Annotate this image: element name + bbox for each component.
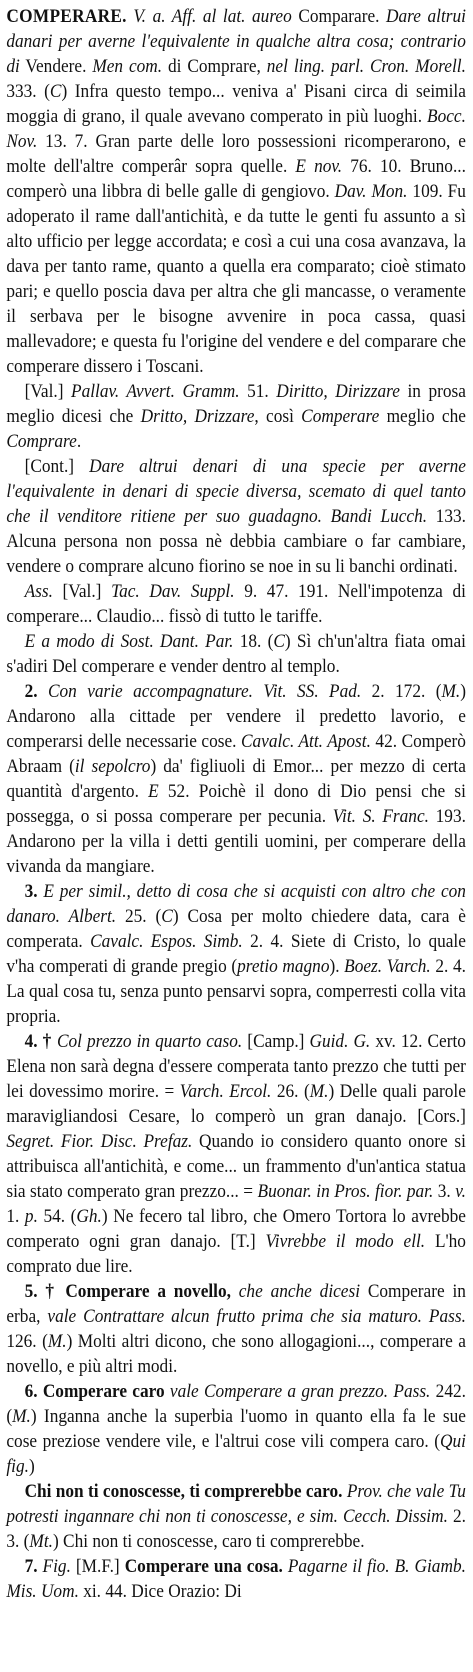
- text-run: 2. 4. La qual cosa tu, senza punto pensarvi sopra, comperresti colla vita propria.: [6, 956, 466, 1027]
- text-run: 2. 4. Siete di Cristo, lo quale v'ha comperati di grande pregio (: [6, 931, 466, 977]
- text-run: ) Chi non ti conoscesse, caro ti comprerebbe.: [52, 1531, 365, 1552]
- entry-sense-5: [6, 1279, 466, 1379]
- entry-comperare: [6, 4, 466, 1604]
- text-run: xv. 12. Certo Elena non sarà degna d'essere comperata tanto prezzo che tutti per lei dovessimo morire. =: [6, 1031, 466, 1102]
- text-run: vale Contrattare alcun frutto prima che sia maturo. Pass.: [47, 1306, 466, 1327]
- entry-note-cont-exchange: [6, 454, 466, 579]
- text-run: 42. Comperò Abraam (: [6, 731, 466, 777]
- text-run: ).: [329, 956, 345, 977]
- text-run: Fig.: [42, 1556, 71, 1577]
- text-run: ) da' figliuoli di Emor... per mezzo di certa quantità d'argento.: [6, 756, 466, 802]
- text-run: Comperare in erba,: [6, 1281, 466, 1327]
- text-run: Quando io considero quanto onore si attribuisca all'antichità, e come... un frammento d'un'antica statua sia stato comperato gran prezzo... =: [6, 1131, 466, 1202]
- text-run: 2. 172. (: [361, 681, 442, 702]
- text-run: 18. (: [233, 631, 274, 652]
- text-run: Comperare: [301, 406, 380, 427]
- text-run: ) Ne fecero tal libro, che Omero Tortora lo avrebbe comperato ogni gran danajo. [T.]: [6, 1206, 466, 1252]
- text-run: Comparare.: [291, 6, 387, 27]
- text-run: 76. 10. Bruno... comperò una libbra di belle galle di gengiovo.: [6, 156, 466, 202]
- text-run: aureo: [252, 6, 292, 27]
- text-run: Cavalc. Espos. Simb.: [90, 931, 243, 952]
- text-run: in prosa meglio dicesi che: [6, 381, 466, 427]
- text-run: C: [273, 631, 285, 652]
- entry-absolute-use: [6, 579, 466, 629]
- text-run: 2. 3. (: [6, 1506, 466, 1552]
- text-run: 25. (: [116, 906, 162, 927]
- text-run: 13. 7. Gran parte delle loro possessioni ricomperarono, e molte dell'altre comperâr sopra quelle.: [6, 131, 466, 177]
- text-run: L'ho comprato due lire.: [6, 1231, 466, 1277]
- text-run: pretio magno: [237, 956, 330, 977]
- text-run: che anche dicesi: [238, 1281, 361, 1302]
- text-run: Dritto, Drizzare: [140, 406, 255, 427]
- text-run: M.: [12, 1406, 31, 1427]
- text-run: COMPERARE.: [6, 6, 127, 27]
- text-run: xi. 44. Dice Orazio: Di: [78, 1581, 242, 1602]
- text-run: Vivrebbe il modo ell.: [265, 1231, 426, 1252]
- text-run: 242. (: [6, 1381, 466, 1427]
- text-run: Vit. S. Franc.: [332, 806, 429, 827]
- text-run: Vendere.: [19, 56, 93, 77]
- text-run: 7.: [24, 1556, 43, 1577]
- text-run: Varch. Ercol.: [179, 1081, 272, 1102]
- text-run: M.: [47, 1331, 67, 1352]
- entry-sense-3: [6, 879, 466, 1029]
- text-run: C: [49, 81, 62, 102]
- text-run: Pallav. Avvert. Gramm.: [71, 381, 240, 402]
- text-run: 109. Fu adoperato il rame dall'antichità, e da tutte le genti fu assunto a sì alto ufficio per legge accordata; e così a cui una cosa avanzava, la dava per tanto rame, quanto a quella era comparato; cioè stimato pari; e quello poscia dava per altra che gli mancasse, o veramente il serbava per le bisogne avvenire in poca cassa, quasi mallevadore; e questa fu l'origine del vendere e del comparare che comperare dissero i Toscani.: [6, 181, 466, 377]
- text-run: Gh.: [76, 1206, 102, 1227]
- text-run: 5. † Comperare a novello,: [24, 1281, 239, 1302]
- text-run: Buonar. in Pros. fior. par.: [257, 1181, 434, 1202]
- text-run: Comperare una cosa.: [124, 1556, 288, 1577]
- text-run: Guid. G.: [309, 1031, 371, 1052]
- text-run: Mt.: [29, 1531, 53, 1552]
- text-run: ) Molti altri dicono, che sono allogagioni..., comperare a novello, e più altri modi.: [6, 1331, 466, 1377]
- text-run: Chi non ti conoscesse, ti comprerebbe caro.: [24, 1481, 347, 1502]
- text-run: 193. Andarono per la villa i detti gentili uomini, per comperare della vivanda da mangiare.: [6, 806, 466, 877]
- text-run: 126. (: [6, 1331, 48, 1352]
- text-run: , così: [254, 406, 302, 427]
- text-run: ): [28, 1456, 35, 1477]
- text-run: [Cont.]: [24, 456, 90, 477]
- entry-sense-6: [6, 1379, 466, 1479]
- text-run: 6. Comperare caro: [24, 1381, 170, 1402]
- text-run: Tac. Dav. Suppl.: [111, 581, 235, 602]
- text-run: vale Comperare a gran prezzo. Pass.: [169, 1381, 431, 1402]
- text-run: meglio che: [379, 406, 466, 427]
- text-run: E nov.: [295, 156, 343, 177]
- text-run: Diritto, Dirizzare: [276, 381, 400, 402]
- text-run: 3.: [24, 881, 44, 902]
- text-run: 333. (: [6, 81, 50, 102]
- text-run: ) Andarono alla cittade per vendere il predetto lavorio, e comperarsi delle necessarie cose.: [6, 681, 466, 752]
- text-run: Cavalc. Att. Apost.: [240, 731, 371, 752]
- text-run: C: [161, 906, 173, 927]
- text-run: V. a. Aff. al lat.: [126, 6, 253, 27]
- text-run: .: [76, 431, 82, 452]
- entry-noun-use: [6, 629, 466, 679]
- text-run: Boez. Varch.: [344, 956, 431, 977]
- text-run: Segret. Fior. Disc. Prefaz.: [6, 1131, 193, 1152]
- text-run: Con varie accompagnature. Vit. SS. Pad.: [47, 681, 362, 702]
- text-run: Col prezzo in quarto caso.: [57, 1031, 243, 1052]
- text-run: 52. Poichè il dono di Dio pensi che si possegga, o si possa comperare per pecunia.: [6, 781, 466, 827]
- text-run: Ass.: [24, 581, 53, 602]
- text-run: Prov. che vale Tu potresti ingannare chi non ti conoscesse, e sim. Cecch. Dissim.: [6, 1481, 466, 1527]
- entry-sense-2: [6, 679, 466, 879]
- text-run: p.: [24, 1206, 38, 1227]
- text-run: ) Cosa per molto chiedere data, cara è comperata.: [6, 906, 466, 952]
- text-run: di Comprare,: [162, 56, 267, 77]
- text-run: [M.F.]: [70, 1556, 125, 1577]
- text-run: Men com.: [92, 56, 163, 77]
- text-run: ) Infra questo tempo... veniva a' Pisani circa di seimila moggia di grano, il quale avevano comperato in più luoghi.: [6, 81, 466, 127]
- text-run: 3.: [433, 1181, 456, 1202]
- text-run: 51.: [239, 381, 277, 402]
- text-run: ) Inganna anche la superbia l'uomo in quanto ella fa le sue cose preziose vendere vile, e l'altrui cose vili compera caro. (: [6, 1406, 466, 1452]
- text-run: ) Delle quali parole maravigliandosi Cesare, lo comperò un gran danajo. [Cors.]: [6, 1081, 466, 1127]
- text-run: 4. †: [24, 1031, 58, 1052]
- text-run: E per simil., detto di cosa che si acquisti con altro che con danaro. Albert.: [6, 881, 466, 927]
- text-run: 54. (: [37, 1206, 77, 1227]
- text-run: Dare altrui danari per averne l'equivalente in qualche altra cosa; contrario di: [6, 6, 466, 77]
- text-run: M.: [441, 681, 461, 702]
- entry-definition-paragraph: [6, 4, 466, 379]
- text-run: Bocc. Nov.: [6, 106, 466, 152]
- text-run: [Val.]: [24, 381, 72, 402]
- text-run: 2.: [24, 681, 48, 702]
- text-run: Dare altrui denari di una specie per averne l'equivalente in denari di specie diversa, scemato di quel tanto che il venditore ritiene per suo guadagno. Bandi Lucch.: [6, 456, 466, 527]
- text-run: Dav. Mon.: [334, 181, 408, 202]
- text-run: nel ling. parl. Cron. Morell.: [266, 56, 466, 77]
- text-run: [Camp.]: [242, 1031, 310, 1052]
- text-run: ) Sì ch'un'altra fiata omai s'adiri Del comperare e vender dentro al templo.: [6, 631, 466, 677]
- text-run: 1.: [6, 1206, 25, 1227]
- text-run: v.: [455, 1181, 466, 1202]
- text-run: il sepolcro: [74, 756, 151, 777]
- text-run: 26. (: [271, 1081, 310, 1102]
- entry-note-val-pallavicino: [6, 379, 466, 454]
- text-run: M.: [309, 1081, 329, 1102]
- text-run: [Val.]: [52, 581, 112, 602]
- entry-sense-7: [6, 1554, 466, 1604]
- entry-proverb: [6, 1479, 466, 1554]
- text-run: Qui fig.: [6, 1431, 466, 1477]
- text-run: E a modo di Sost. Dant. Par.: [24, 631, 234, 652]
- text-run: Comprare: [6, 431, 77, 452]
- text-run: 133. Alcuna persona non possa nè debbia cambiare o far cambiare, vendere o comprare alcuno fiorino se noe in su li banchi ordinati.: [6, 506, 466, 577]
- text-run: 9. 47. 191. Nell'impotenza di comperare... Claudio... fissò di tutto le tariffe.: [6, 581, 466, 627]
- entry-sense-4: [6, 1029, 466, 1279]
- text-run: Pagarne il fio. B. Giamb. Mis. Uom.: [6, 1556, 466, 1602]
- text-run: E: [148, 781, 159, 802]
